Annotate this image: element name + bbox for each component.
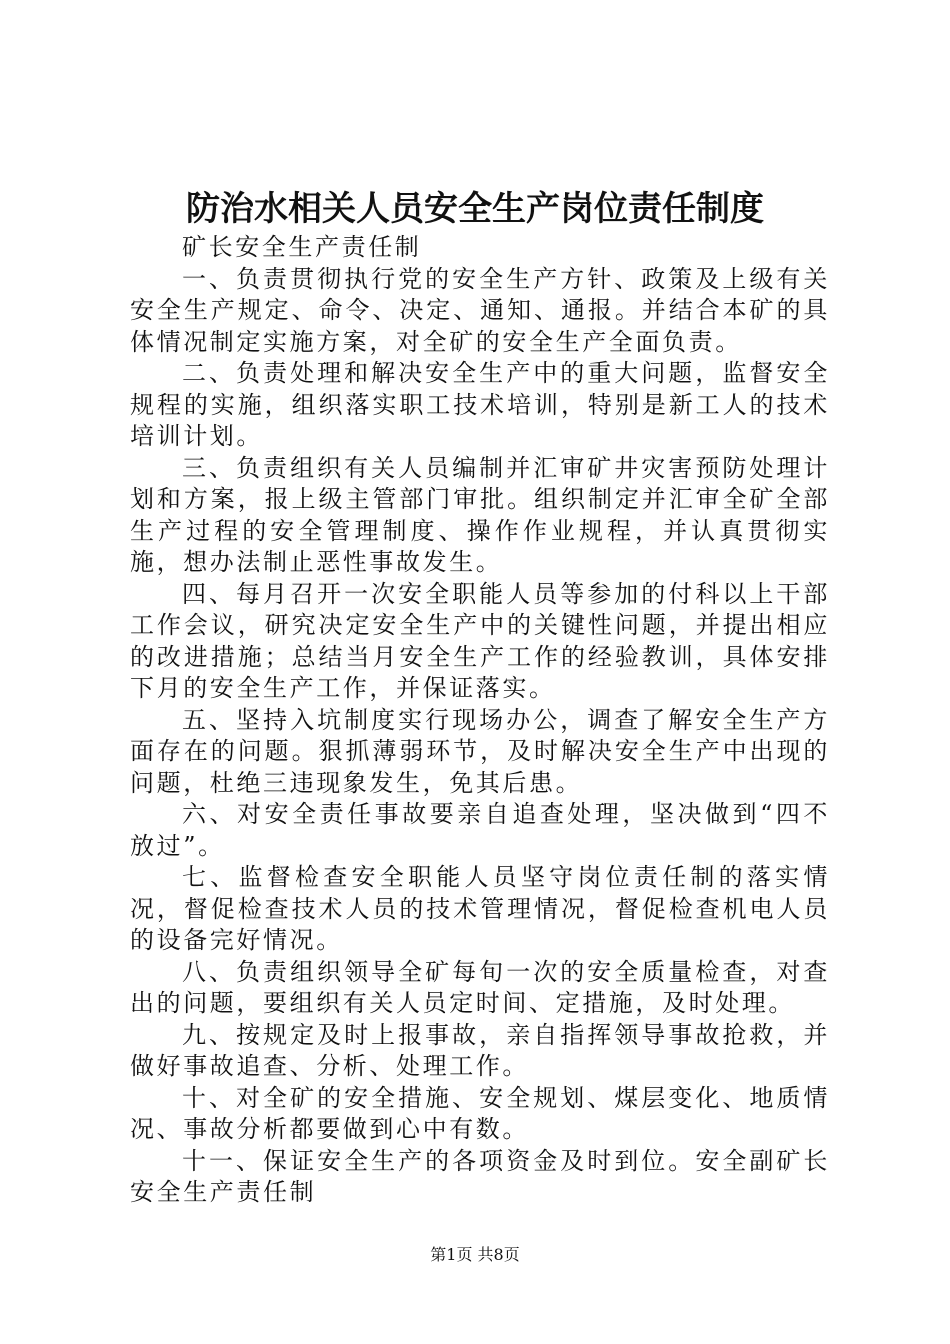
- paragraph: 十一、保证安全生产的各项资金及时到位。安全副矿长安全生产责任制: [130, 1146, 830, 1206]
- paragraph: 五、坚持入坑制度实行现场办公，调查了解安全生产方面存在的问题。狠抓薄弱环节，及时解决安全生产中出现的问题，杜绝三违现象发生，免其后患。: [130, 705, 830, 797]
- paragraph: 八、负责组织领导全矿每旬一次的安全质量检查，对查出的问题，要组织有关人员定时间、定措施，及时处理。: [130, 957, 830, 1017]
- paragraph: 三、负责组织有关人员编制并汇审矿井灾害预防处理计划和方案，报上级主管部门审批。组织制定并汇审全矿全部生产过程的安全管理制度、操作作业规程，并认真贯彻实施，想办法制止恶性事故发生。: [130, 453, 830, 576]
- section-heading: 矿长安全生产责任制: [182, 233, 422, 261]
- paragraph: 四、每月召开一次安全职能人员等参加的付科以上干部工作会议，研究决定安全生产中的关键性问题，并提出相应的改进措施；总结当月安全生产工作的经验教训，具体安排下月的安全生产工作，并保证落实。: [130, 579, 830, 702]
- paragraph: 一、负责贯彻执行党的安全生产方针、政策及上级有关安全生产规定、命令、决定、通知、通报。并结合本矿的具体情况制定实施方案，对全矿的安全生产全面负责。: [130, 264, 830, 356]
- paragraph: 七、监督检查安全职能人员坚守岗位责任制的落实情况，督促检查技术人员的技术管理情况，督促检查机电人员的设备完好情况。: [130, 863, 830, 954]
- paragraph: 二、负责处理和解决安全生产中的重大问题，监督安全规程的实施，组织落实职工技术培训，特别是新工人的技术培训计划。: [130, 359, 830, 450]
- paragraph: 十、对全矿的安全措施、安全规划、煤层变化、地质情况、事故分析都要做到心中有数。: [130, 1083, 830, 1143]
- document-body: [130, 232, 830, 1209]
- paragraph: 六、对安全责任事故要亲自追查处理，坚决做到“四不放过”。: [130, 800, 830, 860]
- document-title: 防治水相关人员安全生产岗位责任制度: [186, 189, 764, 229]
- page-number-footer: 第1页 共8页: [430, 1245, 520, 1264]
- paragraph: 九、按规定及时上报事故，亲自指挥领导事故抢救，并做好事故追查、分析、处理工作。: [130, 1020, 830, 1080]
